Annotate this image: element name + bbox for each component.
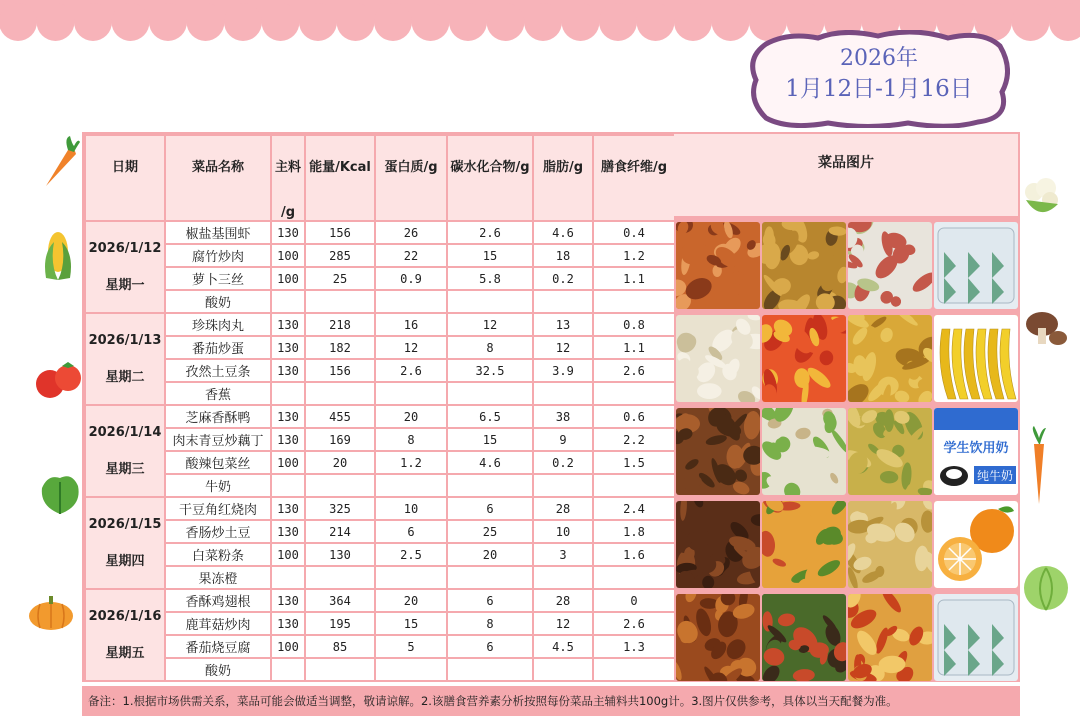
energy-value xyxy=(306,567,374,588)
fiber-value: 1.6 xyxy=(594,544,674,565)
carb-value: 8 xyxy=(448,613,532,634)
dish-name: 干豆角红烧肉 xyxy=(166,498,270,519)
dish-name: 孜然土豆条 xyxy=(166,360,270,381)
dish-name: 果冻橙 xyxy=(166,567,270,588)
table-row xyxy=(86,429,674,450)
carb-value xyxy=(448,291,532,312)
fiber-value: 1.2 xyxy=(594,245,674,266)
mushroom-pork-photo xyxy=(762,594,846,681)
carrot-icon xyxy=(38,136,80,192)
main-weight: 100 xyxy=(272,544,304,565)
tomato-egg-photo xyxy=(762,315,846,402)
day-weekday: 星期二 xyxy=(105,370,145,385)
sausage-potato-photo xyxy=(762,501,846,588)
sesame-duck-photo xyxy=(676,408,760,495)
main-weight xyxy=(272,567,304,588)
day-date: 2026/1/14 xyxy=(88,425,162,440)
header-fat: 脂肪/g xyxy=(534,136,592,220)
lotus-peas-photo xyxy=(762,408,846,495)
protein-value: 26 xyxy=(376,222,446,243)
fat-value: 28 xyxy=(534,590,592,611)
carb-value: 15 xyxy=(448,245,532,266)
day-cell xyxy=(86,222,164,312)
carb-value: 6 xyxy=(448,498,532,519)
header-main xyxy=(272,136,304,220)
energy-value: 218 xyxy=(306,314,374,335)
dish-name: 珍珠肉丸 xyxy=(166,314,270,335)
carb-value: 15 xyxy=(448,429,532,450)
protein-value: 20 xyxy=(376,406,446,427)
fiber-value: 1.1 xyxy=(594,268,674,289)
cauliflower-icon xyxy=(1020,174,1064,222)
dish-name: 腐竹炒肉 xyxy=(166,245,270,266)
main-weight: 130 xyxy=(272,337,304,358)
fiber-value: 1.5 xyxy=(594,452,674,473)
header-main-unit: /g xyxy=(280,205,296,220)
fat-value xyxy=(534,567,592,588)
main-weight: 100 xyxy=(272,245,304,266)
energy-value: 182 xyxy=(306,337,374,358)
header-fiber: 膳食纤维/g xyxy=(594,136,674,220)
title-year: 2026年 xyxy=(840,46,918,71)
fat-value: 3.9 xyxy=(534,360,592,381)
carb-value: 6 xyxy=(448,590,532,611)
dish-name: 芝麻香酥鸭 xyxy=(166,406,270,427)
fat-value: 10 xyxy=(534,521,592,542)
carb-value: 6 xyxy=(448,636,532,657)
fat-value: 28 xyxy=(534,498,592,519)
main-weight xyxy=(272,475,304,496)
yogurt-photo xyxy=(934,222,1018,309)
fat-value: 9 xyxy=(534,429,592,450)
title-date-range: 1月12日-1月16日 xyxy=(785,76,973,102)
table-row xyxy=(86,360,674,381)
carb-value: 32.5 xyxy=(448,360,532,381)
header-images: 菜品图片 xyxy=(674,134,1018,216)
energy-value: 25 xyxy=(306,268,374,289)
protein-value: 6 xyxy=(376,521,446,542)
energy-value: 195 xyxy=(306,613,374,634)
lettuce-icon xyxy=(38,470,82,516)
fiber-value: 1.8 xyxy=(594,521,674,542)
main-weight xyxy=(272,291,304,312)
energy-value: 20 xyxy=(306,452,374,473)
table-row xyxy=(86,383,674,404)
protein-value: 5 xyxy=(376,636,446,657)
menu-table xyxy=(84,134,676,682)
dish-name: 香肠炒土豆 xyxy=(166,521,270,542)
carb-value xyxy=(448,567,532,588)
main-weight: 100 xyxy=(272,452,304,473)
day-cell xyxy=(86,406,164,496)
fiber-value: 2.6 xyxy=(594,613,674,634)
fiber-value: 1.3 xyxy=(594,636,674,657)
fat-value: 38 xyxy=(534,406,592,427)
table-row xyxy=(86,245,674,266)
dish-name: 牛奶 xyxy=(166,475,270,496)
fat-value: 12 xyxy=(534,337,592,358)
fat-value xyxy=(534,383,592,404)
energy-value: 85 xyxy=(306,636,374,657)
dish-name: 酸奶 xyxy=(166,291,270,312)
protein-value xyxy=(376,475,446,496)
main-weight: 100 xyxy=(272,268,304,289)
dish-name: 椒盐基围虾 xyxy=(166,222,270,243)
main-weight: 130 xyxy=(272,498,304,519)
dish-name: 鹿茸菇炒肉 xyxy=(166,613,270,634)
fiber-value xyxy=(594,567,674,588)
energy-value: 156 xyxy=(306,360,374,381)
protein-value: 16 xyxy=(376,314,446,335)
day-date: 2026/1/13 xyxy=(88,333,162,348)
fiber-value: 0.4 xyxy=(594,222,674,243)
energy-value: 130 xyxy=(306,544,374,565)
dish-name: 香酥鸡翅根 xyxy=(166,590,270,611)
pumpkin-icon xyxy=(26,592,76,632)
fat-value: 4.5 xyxy=(534,636,592,657)
protein-value: 10 xyxy=(376,498,446,519)
dish-name: 酸辣包菜丝 xyxy=(166,452,270,473)
fiber-value xyxy=(594,383,674,404)
day-date: 2026/1/15 xyxy=(88,517,162,532)
carb-value: 25 xyxy=(448,521,532,542)
menu-panel xyxy=(82,132,1020,682)
main-weight: 130 xyxy=(272,360,304,381)
protein-value: 22 xyxy=(376,245,446,266)
table-row xyxy=(86,452,674,473)
fat-value: 3 xyxy=(534,544,592,565)
fiber-value: 2.4 xyxy=(594,498,674,519)
dish-name: 番茄烧豆腐 xyxy=(166,636,270,657)
day-weekday: 星期一 xyxy=(105,278,145,293)
table-row xyxy=(86,268,674,289)
day-weekday: 星期三 xyxy=(105,462,145,477)
energy-value: 455 xyxy=(306,406,374,427)
fiber-value: 0.6 xyxy=(594,406,674,427)
energy-value: 364 xyxy=(306,590,374,611)
chicken-drumette-photo xyxy=(676,594,760,681)
main-weight xyxy=(272,383,304,404)
dish-name: 酸奶 xyxy=(166,659,270,680)
carb-value xyxy=(448,383,532,404)
table-row xyxy=(86,475,674,496)
protein-value: 20 xyxy=(376,590,446,611)
dish-name: 白菜粉条 xyxy=(166,544,270,565)
main-weight: 130 xyxy=(272,613,304,634)
cabbage-noodles-photo xyxy=(848,501,932,588)
table-row xyxy=(86,314,674,335)
photo-column xyxy=(674,134,1018,680)
fat-value xyxy=(534,659,592,680)
header-dish: 菜品名称 xyxy=(166,136,270,220)
carb-value: 12 xyxy=(448,314,532,335)
header-date: 日期 xyxy=(86,136,164,220)
carb-value: 2.6 xyxy=(448,222,532,243)
energy-value: 214 xyxy=(306,521,374,542)
table-row xyxy=(86,567,674,588)
energy-value xyxy=(306,383,374,404)
fat-value: 4.6 xyxy=(534,222,592,243)
fiber-value: 1.1 xyxy=(594,337,674,358)
dish-name: 肉末青豆炒藕丁 xyxy=(166,429,270,450)
main-weight: 130 xyxy=(272,521,304,542)
energy-value: 285 xyxy=(306,245,374,266)
tomato-icon xyxy=(32,358,84,400)
cumin-potato-photo xyxy=(848,315,932,402)
header-carb: 碳水化合物/g xyxy=(448,136,532,220)
fiber-value: 0 xyxy=(594,590,674,611)
braised-pork-photo xyxy=(676,501,760,588)
protein-value: 12 xyxy=(376,337,446,358)
carb-value xyxy=(448,475,532,496)
shrimp-photo xyxy=(676,222,760,309)
pearl-meatballs-photo xyxy=(676,315,760,402)
main-weight: 130 xyxy=(272,590,304,611)
orange-photo xyxy=(934,501,1018,588)
day-cell xyxy=(86,590,164,680)
svg-text:纯牛奶: 纯牛奶 xyxy=(976,469,1014,483)
protein-value xyxy=(376,291,446,312)
protein-value: 8 xyxy=(376,429,446,450)
carb-value xyxy=(448,659,532,680)
milk-photo xyxy=(934,408,1018,495)
main-weight: 100 xyxy=(272,636,304,657)
carb-value: 8 xyxy=(448,337,532,358)
fiber-value: 0.8 xyxy=(594,314,674,335)
energy-value: 169 xyxy=(306,429,374,450)
main-weight xyxy=(272,659,304,680)
fat-value: 13 xyxy=(534,314,592,335)
energy-value xyxy=(306,291,374,312)
fat-value xyxy=(534,475,592,496)
svg-text:学生饮用奶: 学生饮用奶 xyxy=(943,441,1009,456)
header-protein: 蛋白质/g xyxy=(376,136,446,220)
day-cell xyxy=(86,498,164,588)
protein-value: 15 xyxy=(376,613,446,634)
carb-value: 6.5 xyxy=(448,406,532,427)
footnote: 备注：1.根据市场供需关系，菜品可能会做适当调整，敬请谅解。2.该膳食营养素分析按照每份菜品主辅料共100g计。3.图片仅供参考，具体以当天配餐为准。 xyxy=(82,686,1020,716)
tofu-skin-pork-photo xyxy=(762,222,846,309)
fiber-value xyxy=(594,291,674,312)
cabbage-icon xyxy=(1020,560,1070,612)
protein-value: 1.2 xyxy=(376,452,446,473)
main-weight: 130 xyxy=(272,406,304,427)
fat-value: 0.2 xyxy=(534,452,592,473)
energy-value xyxy=(306,659,374,680)
main-weight: 130 xyxy=(272,429,304,450)
carb-value: 4.6 xyxy=(448,452,532,473)
protein-value: 2.6 xyxy=(376,360,446,381)
table-row xyxy=(86,406,674,427)
corn-icon xyxy=(36,228,80,282)
dish-name: 香蕉 xyxy=(166,383,270,404)
carb-value: 5.8 xyxy=(448,268,532,289)
fat-value: 0.2 xyxy=(534,268,592,289)
energy-value xyxy=(306,475,374,496)
table-row xyxy=(86,222,674,243)
energy-value: 325 xyxy=(306,498,374,519)
fiber-value xyxy=(594,659,674,680)
table-row xyxy=(86,337,674,358)
table-row xyxy=(86,291,674,312)
table-row xyxy=(86,613,674,634)
table-row xyxy=(86,544,674,565)
fiber-value: 2.6 xyxy=(594,360,674,381)
day-cell xyxy=(86,314,164,404)
dish-name: 萝卜三丝 xyxy=(166,268,270,289)
day-date: 2026/1/16 xyxy=(88,609,162,624)
table-row xyxy=(86,498,674,519)
fiber-value xyxy=(594,475,674,496)
protein-value xyxy=(376,567,446,588)
protein-value: 0.9 xyxy=(376,268,446,289)
cabbage-shreds-photo xyxy=(848,408,932,495)
mushroom-icon xyxy=(1020,306,1068,352)
main-weight: 130 xyxy=(272,222,304,243)
protein-value xyxy=(376,383,446,404)
fat-value xyxy=(534,291,592,312)
fiber-value: 2.2 xyxy=(594,429,674,450)
main-weight: 130 xyxy=(272,314,304,335)
header-main-label: 主料 xyxy=(274,160,301,175)
day-weekday: 星期五 xyxy=(105,646,145,661)
title xyxy=(748,44,1010,104)
dish-name: 番茄炒蛋 xyxy=(166,337,270,358)
day-weekday: 星期四 xyxy=(105,554,145,569)
yogurt-photo xyxy=(934,594,1018,681)
fat-value: 18 xyxy=(534,245,592,266)
protein-value xyxy=(376,659,446,680)
protein-value: 2.5 xyxy=(376,544,446,565)
banana-photo xyxy=(934,315,1018,402)
carrot-icon-right xyxy=(1024,424,1054,508)
fat-value: 12 xyxy=(534,613,592,634)
day-date: 2026/1/12 xyxy=(88,241,162,256)
carb-value: 20 xyxy=(448,544,532,565)
energy-value: 156 xyxy=(306,222,374,243)
table-row xyxy=(86,659,674,680)
table-row xyxy=(86,636,674,657)
table-row xyxy=(86,590,674,611)
header-energy: 能量/Kcal xyxy=(306,136,374,220)
tomato-tofu-photo xyxy=(848,594,932,681)
radish-shreds-photo xyxy=(848,222,932,309)
table-row xyxy=(86,521,674,542)
